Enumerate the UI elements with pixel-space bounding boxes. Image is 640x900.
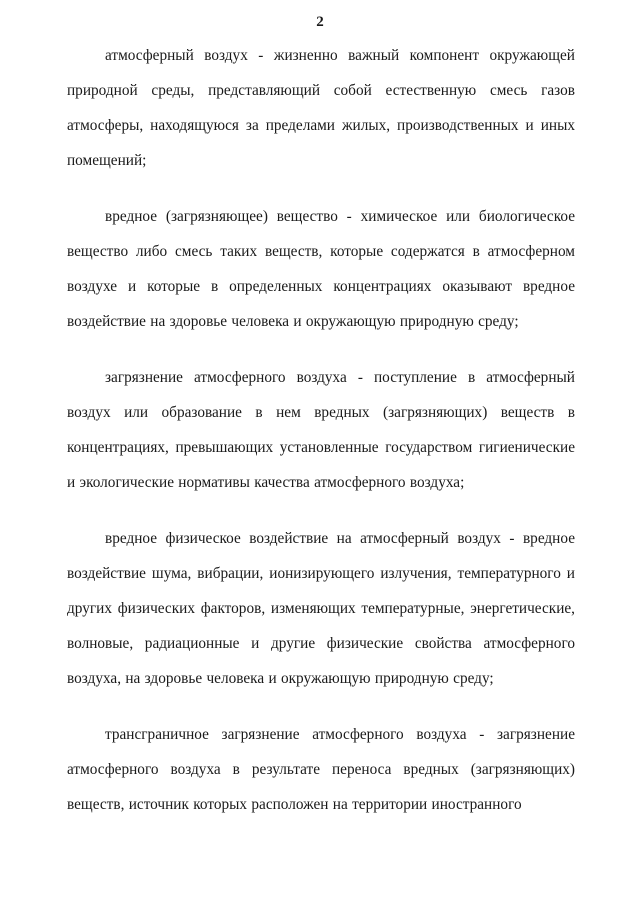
paragraph-atmospheric-air: атмосферный воздух - жизненно важный компонент окружающей природной среды, представляющий собой естественную смесь газов атмосферы, находящуюся за пределами жилых, производственных и иных помещений; [67, 47, 575, 169]
paragraph-harmful-substance: вредное (загрязняющее) вещество - химическое или биологическое вещество либо смесь таких веществ, которые содержатся в атмосферном воздухе и которые в определенных концентрациях оказывают вредное воздействие на здоровье человека и окружающую природную среду; [67, 208, 575, 330]
page-number: 2 [316, 14, 324, 30]
document-body [67, 38, 575, 843]
paragraph-transboundary-pollution: трансграничное загрязнение атмосферного воздуха - загрязнение атмосферного воздуха в результате переноса вредных (загрязняющих) веществ, источник которых расположен на территории иностранного [67, 726, 575, 813]
paragraph-air-pollution: загрязнение атмосферного воздуха - поступление в атмосферный воздух или образование в нем вредных (загрязняющих) веществ в концентрациях, превышающих установленные государством гигиенические и экологические нормативы качества атмосферного воздуха; [67, 369, 575, 491]
paragraph-harmful-physical-impact: вредное физическое воздействие на атмосферный воздух - вредное воздействие шума, вибрации, ионизирующего излучения, температурного и других физических факторов, изменяющих температурные, энергетические, волновые, радиационные и другие физические свойства атмосферного воздуха, на здоровье человека и окружающую природную среду; [67, 530, 575, 687]
